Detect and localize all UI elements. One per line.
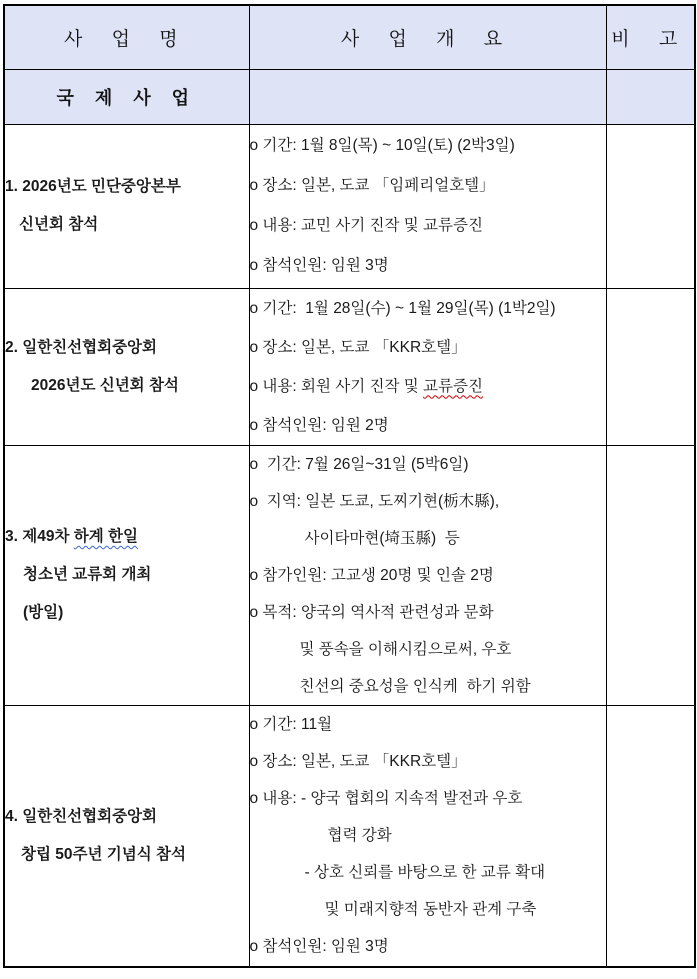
- overview-line: o 내용: 교민 사기 진작 및 교류증진: [249, 217, 483, 234]
- overview-line: 사이타마현(埼玉縣) 등: [304, 529, 460, 547]
- project-title-cell: [4, 124, 249, 288]
- header-project-name: 사 업 명: [4, 5, 249, 69]
- overview-line: o 참가인원: 고교생 20명 및 인솔 2명: [249, 566, 494, 584]
- overview-line: - 상호 신뢰를 바탕으로 한 교류 확대: [304, 864, 546, 882]
- grammar-marked-text: 하계 한일: [73, 528, 138, 545]
- overview-line: 및 풍속을 이해시킴으로써, 우호: [299, 640, 512, 658]
- note-cell: [606, 705, 695, 967]
- overview-line: o 참석인원: 임원 2명: [249, 416, 389, 434]
- project-title-line: 창립 50주년 기념식 참석: [21, 845, 186, 863]
- section-overview-cell: [249, 69, 606, 124]
- section-note-cell: [606, 69, 695, 124]
- table-row: [4, 288, 695, 445]
- project-overview-cell: [249, 445, 606, 705]
- overview-line: o 기간: 11월: [249, 716, 333, 734]
- project-title-line: [5, 518, 249, 556]
- overview-line: o 기간: 7월 26일~31일 (5박6일): [249, 455, 469, 473]
- table-row: [4, 705, 695, 967]
- project-title-cell: [4, 705, 249, 967]
- overview-line: o 참석인원: 임원 3명: [249, 938, 389, 956]
- project-title-cell: [4, 288, 249, 445]
- project-title-line: 청소년 교류회 개최: [23, 566, 152, 583]
- header-project-overview: 사 업 개 요: [249, 5, 606, 69]
- overview-line: 협력 강화: [327, 827, 392, 845]
- overview-line: 및 미래지향적 동반자 관계 구축: [324, 901, 537, 919]
- section-title: 국 제 사 업: [4, 69, 249, 124]
- spellcheck-marked-text: 교류증진: [423, 377, 483, 395]
- overview-line: [250, 367, 606, 406]
- overview-text: o 내용: 회원 사기 진작 및: [249, 377, 424, 395]
- note-cell: [606, 288, 695, 445]
- overview-line: o 장소: 일본, 도쿄 「KKR호텔」: [249, 338, 467, 356]
- note-cell: [606, 124, 695, 288]
- overview-line: o 기간: 1월 28일(수) ~ 1월 29일(목) (1박2일): [249, 299, 556, 317]
- header-note: 비 고: [606, 5, 695, 69]
- table-header-row: [4, 5, 695, 69]
- project-plan-table: [3, 4, 696, 968]
- overview-line: o 목적: 양국의 역사적 관련성과 문화: [249, 603, 494, 621]
- overview-line: o 참석인원: 임원 3명: [249, 257, 389, 274]
- overview-line: o 장소: 일본, 도쿄 「KKR호텔」: [249, 753, 467, 771]
- project-title-line: 1. 2026년도 민단중앙본부: [5, 178, 181, 195]
- overview-line: o 지역: 일본 도쿄, 도찌기현(栃木縣),: [249, 492, 500, 510]
- project-title-text: 3. 제49차: [5, 528, 74, 545]
- project-overview-cell: [249, 124, 606, 288]
- table-row: [4, 124, 695, 288]
- overview-line: o 내용: - 양국 협회의 지속적 발전과 우호: [249, 790, 523, 808]
- project-title-line: 4. 일한친선협회중앙회: [5, 807, 157, 825]
- project-title-line: (방일): [23, 604, 64, 621]
- project-overview-cell: [249, 705, 606, 967]
- table-row: [4, 445, 695, 705]
- project-title-line: 2026년도 신년회 참석: [31, 376, 179, 394]
- overview-line: o 장소: 일본, 도쿄 「임페리얼호텔」: [249, 177, 495, 194]
- project-title-cell: [4, 445, 249, 705]
- overview-line: 친선의 중요성을 인식케 하기 위함: [299, 677, 531, 695]
- section-row-international: [4, 69, 695, 124]
- project-title-line: 신년회 참석: [19, 216, 99, 233]
- note-cell: [606, 445, 695, 705]
- project-title-line: 2. 일한친선협회중앙회: [5, 338, 157, 356]
- overview-line: o 기간: 1월 8일(목) ~ 10일(토) (2박3일): [249, 137, 515, 154]
- project-overview-cell: [249, 288, 606, 445]
